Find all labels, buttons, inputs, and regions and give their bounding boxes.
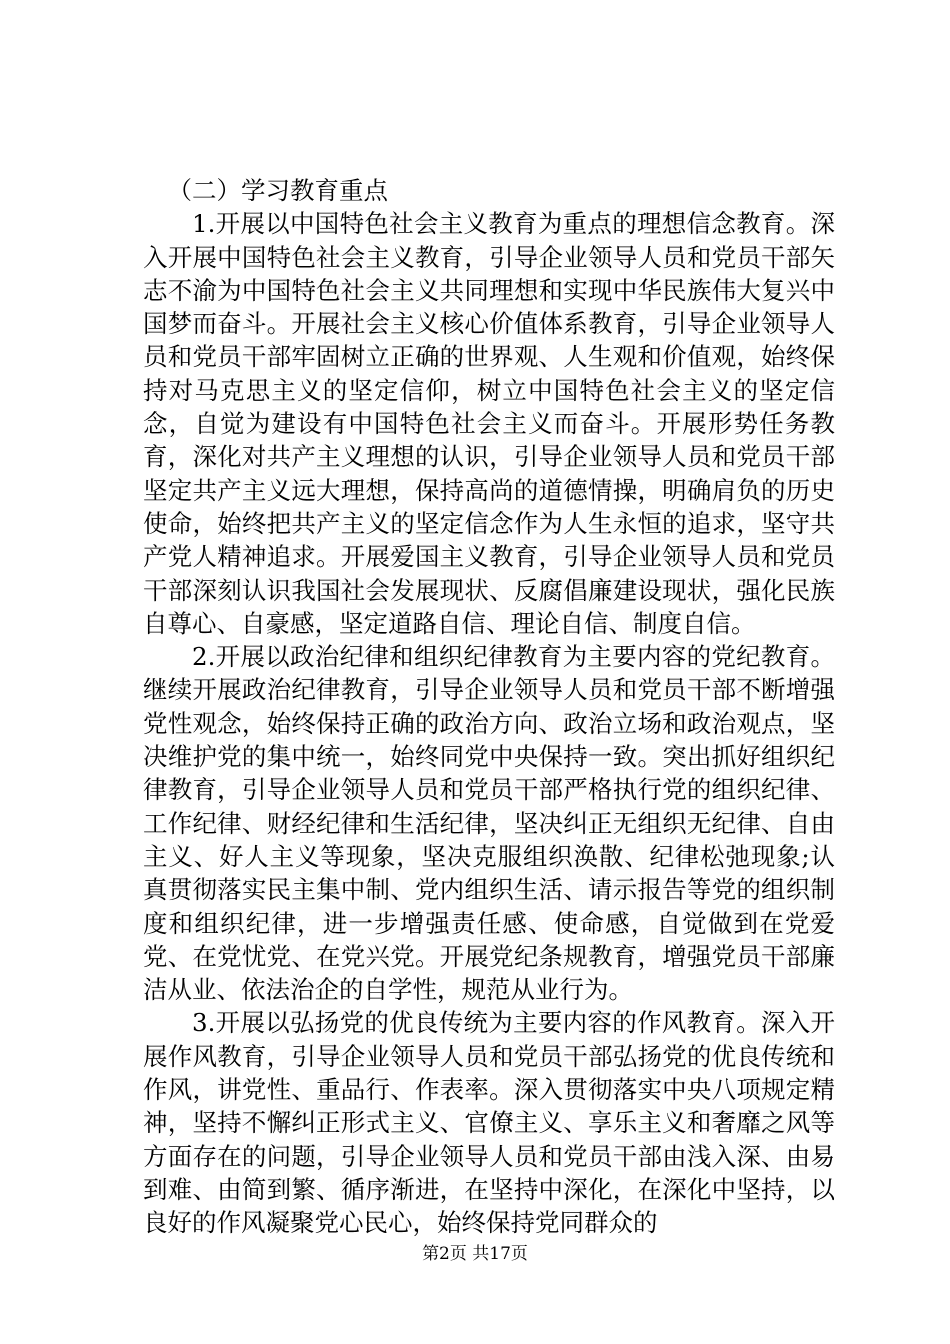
page-number-label: 第2页 共17页 (422, 1244, 528, 1264)
section-heading: （二）学习教育重点 (167, 176, 388, 205)
document-body (143, 174, 835, 1240)
paragraph-3: 3.开展以弘扬党的优良传统为主要内容的作风教育。深入开展作风教育，引导企业领导人员和党员干部弘扬党的优良传统和作风，讲党性、重品行、作表率。深入贯彻落实中央八项规定精神，坚持不懈纠正形式主义、官僚主义、享乐主义和奢靡之风等方面存在的问题，引导企业领导人员和党员干部由浅入深、由易到难、由简到繁、循序渐进，在坚持中深化，在深化中坚持，以良好的作风凝聚党心民心，始终保持党同群众的 (143, 1008, 835, 1238)
paragraph-1: 1.开展以中国特色社会主义教育为重点的理想信念教育。深入开展中国特色社会主义教育，引导企业领导人员和党员干部矢志不渝为中国特色社会主义共同理想和实现中华民族伟大复兴中国梦而奋斗。开展社会主义核心价值体系教育，引导企业领导人员和党员干部牢固树立正确的世界观、人生观和价值观，始终保持对马克思主义的坚定信仰，树立中国特色社会主义的坚定信念，自觉为建设有中国特色社会主义而奋斗。开展形势任务教育，深化对共产主义理想的认识，引导企业领导人员和党员干部坚定共产主义远大理想，保持高尚的道德情操，明确肩负的历史使命，始终把共产主义的坚定信念作为人生永恒的追求，坚守共产党人精神追求。开展爱国主义教育，引导企业领导人员和党员干部深刻认识我国社会发展现状、反腐倡廉建设现状，强化民族自尊心、自豪感，坚定道路自信、理论自信、制度自信。 (143, 209, 835, 638)
paragraph-2: 2.开展以政治纪律和组织纪律教育为主要内容的党纪教育。继续开展政治纪律教育，引导企业领导人员和党员干部不断增强党性观念，始终保持正确的政治方向、政治立场和政治观点，坚决维护党的集中统一，始终同党中央保持一致。突出抓好组织纪律教育，引导企业领导人员和党员干部严格执行党的组织纪律、工作纪律、财经纪律和生活纪律，坚决纠正无组织无纪律、自由主义、好人主义等现象，坚决克服组织涣散、纪律松弛现象;认真贯彻落实民主集中制、党内组织生活、请示报告等党的组织制度和组织纪律，进一步增强责任感、使命感，自觉做到在党爱党、在党忧党、在党兴党。开展党纪条规教育，增强党员干部廉洁从业、依法治企的自学性，规范从业行为。 (143, 642, 835, 1005)
page-footer (0, 1243, 950, 1265)
